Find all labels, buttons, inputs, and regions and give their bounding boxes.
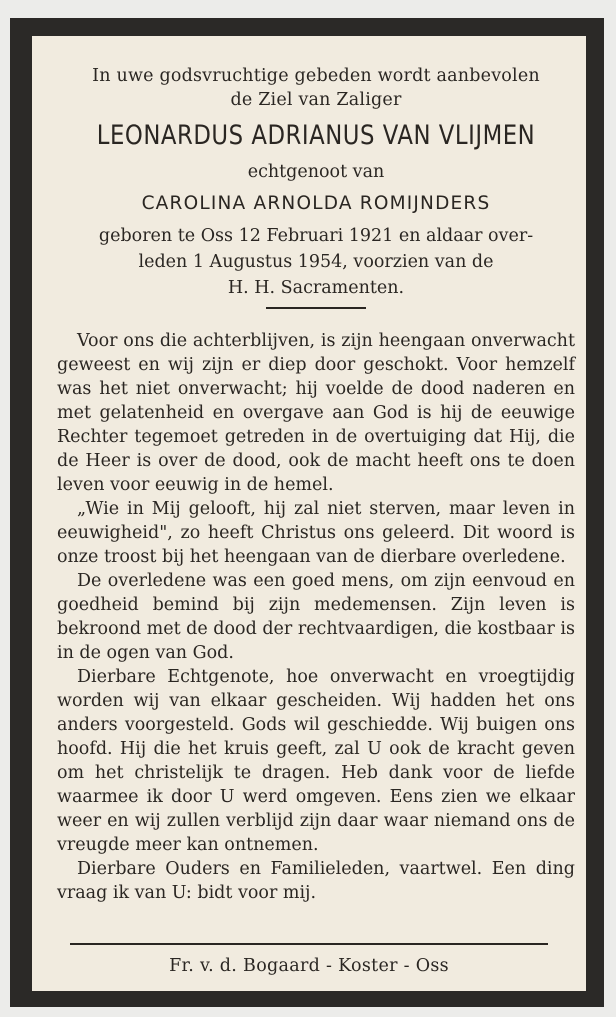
intro-line-1: In uwe godsvruchtige gebeden wordt aanbevolen <box>92 66 540 86</box>
printer-credit: Fr. v. d. Bogaard - Koster - Oss <box>169 956 449 976</box>
paragraph-2: „Wie in Mij gelooft, hij zal niet sterven, maar leven in eeuwigheid", zo heeft Christus ons geleerd. Dit woord is onze troost bij het heengaan van de dierbare overledene. <box>57 499 575 567</box>
card-text <box>57 64 575 905</box>
spouse-intro: echtgenoot van <box>247 162 385 182</box>
card-paper <box>32 36 586 991</box>
dates-line-1: geboren te Oss 12 Februari 1921 en aldaar over- <box>98 226 534 246</box>
body-text <box>57 329 575 905</box>
footer-divider <box>70 943 548 945</box>
dates-line-3: H. H. Sacramenten. <box>227 278 405 298</box>
paragraph-5: Dierbare Ouders en Familieleden, vaartwel. Een ding vraag ik van U: bidt voor mij. <box>57 859 575 903</box>
memorial-card <box>10 18 604 1007</box>
paragraph-3: De overledene was een goed mens, om zijn eenvoud en goedheid bemind bij zijn medemensen. Zijn leven is bekroond met de dood der rechtvaardigen, die kostbaar is in de ogen van God. <box>57 571 575 663</box>
intro-line-2: de Ziel van Zaliger <box>230 90 402 110</box>
dates-line-2: leden 1 Augustus 1954, voorzien van de <box>138 252 494 272</box>
paragraph-4: Dierbare Echtgenote, hoe onverwacht en vroegtijdig worden wij van elkaar gescheiden. Wij hadden het ons anders voorgesteld. Gods wil geschiedde. Wij buigen ons hoofd. Hij die het kruis geeft, zal U ook de kracht geven om het christelijk te dragen. Heb dank voor de liefde waarmee ik door U werd omgeven. Eens zien we elkaar weer en wij zullen verblijd zijn daar waar niemand ons de vreugde meer kan ontnemen. <box>57 667 575 855</box>
deceased-name: LEONARDUS ADRIANUS VAN VLIJMEN <box>96 120 536 151</box>
paragraph-1: Voor ons die achterblijven, is zijn heengaan onverwacht geweest en wij zijn er diep door geschokt. Voor hemzelf was het niet onverwacht; hij voelde de dood naderen en met gelatenheid en overgave aan God is hij de eeuwige Rechter tegemoet getreden in de overtuiging dat Hij, die de Heer is over de dood, ook de macht heeft ons te doen leven voor eeuwig in de hemel. <box>57 331 575 495</box>
spouse-name: CAROLINA ARNOLDA ROMIJNDERS <box>141 193 491 214</box>
short-divider <box>266 307 366 309</box>
